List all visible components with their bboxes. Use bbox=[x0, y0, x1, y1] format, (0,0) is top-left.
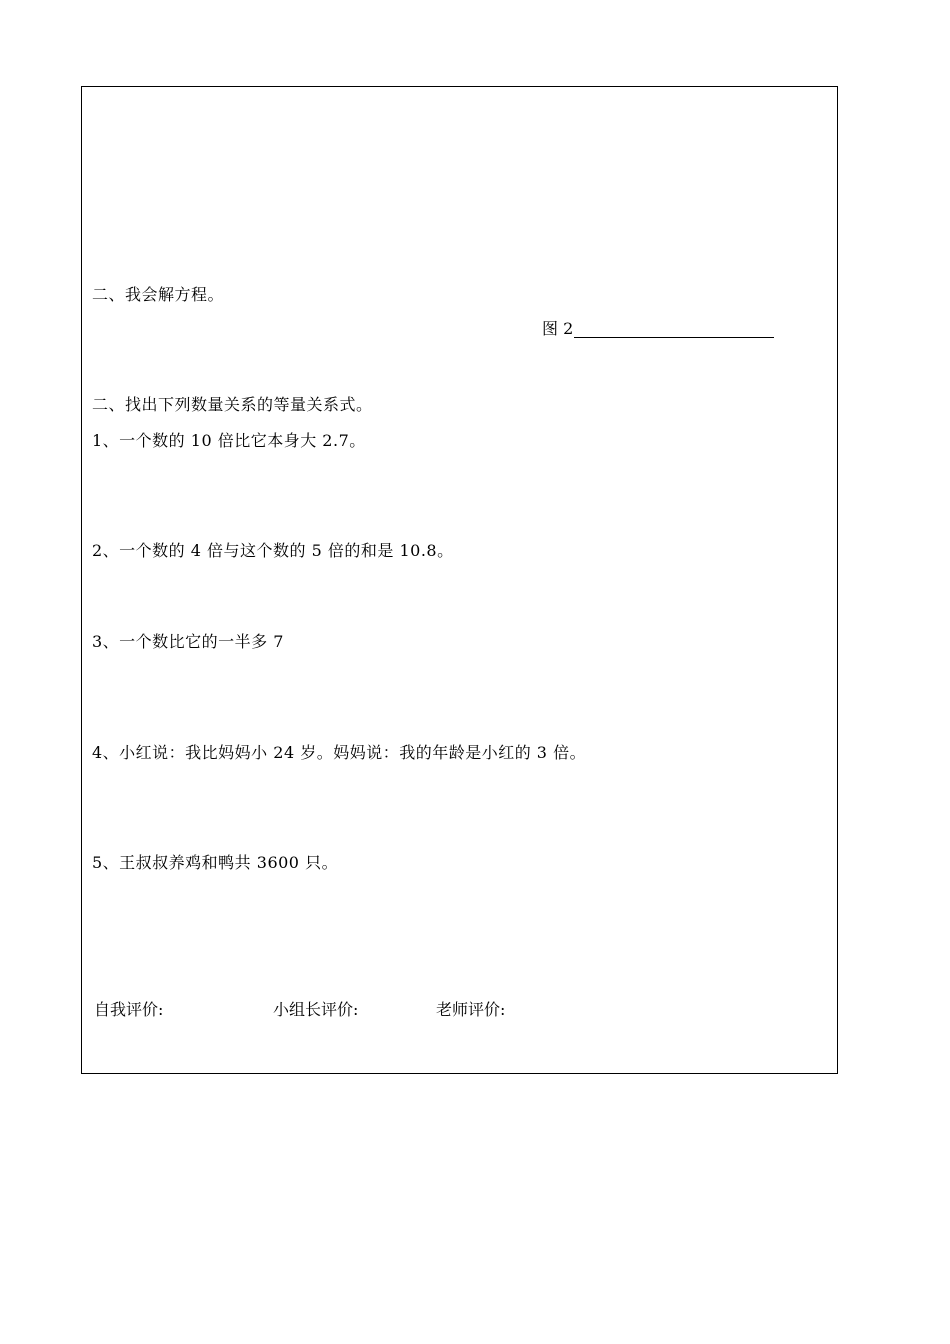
figure-answer-blank bbox=[574, 337, 774, 338]
relations-heading: 二、找出下列数量关系的等量关系式。 bbox=[92, 395, 373, 414]
question-3: 3、一个数比它的一半多 7 bbox=[92, 632, 284, 651]
teacher-evaluation-label: 老师评价: bbox=[436, 1000, 506, 1019]
self-evaluation-label: 自我评价: bbox=[94, 1000, 164, 1019]
question-5: 5、王叔叔养鸡和鸭共 3600 只。 bbox=[92, 853, 339, 872]
question-1: 1、一个数的 10 倍比它本身大 2.7。 bbox=[92, 431, 366, 450]
worksheet-frame bbox=[81, 86, 838, 1074]
group-leader-evaluation-label: 小组长评价: bbox=[273, 1000, 359, 1019]
question-2: 2、一个数的 4 倍与这个数的 5 倍的和是 10.8。 bbox=[92, 541, 454, 560]
figure-label: 图 2 bbox=[542, 319, 574, 338]
solve-equations-heading: 二、我会解方程。 bbox=[92, 285, 225, 304]
question-4: 4、小红说：我比妈妈小 24 岁。妈妈说：我的年龄是小红的 3 倍。 bbox=[92, 743, 587, 762]
